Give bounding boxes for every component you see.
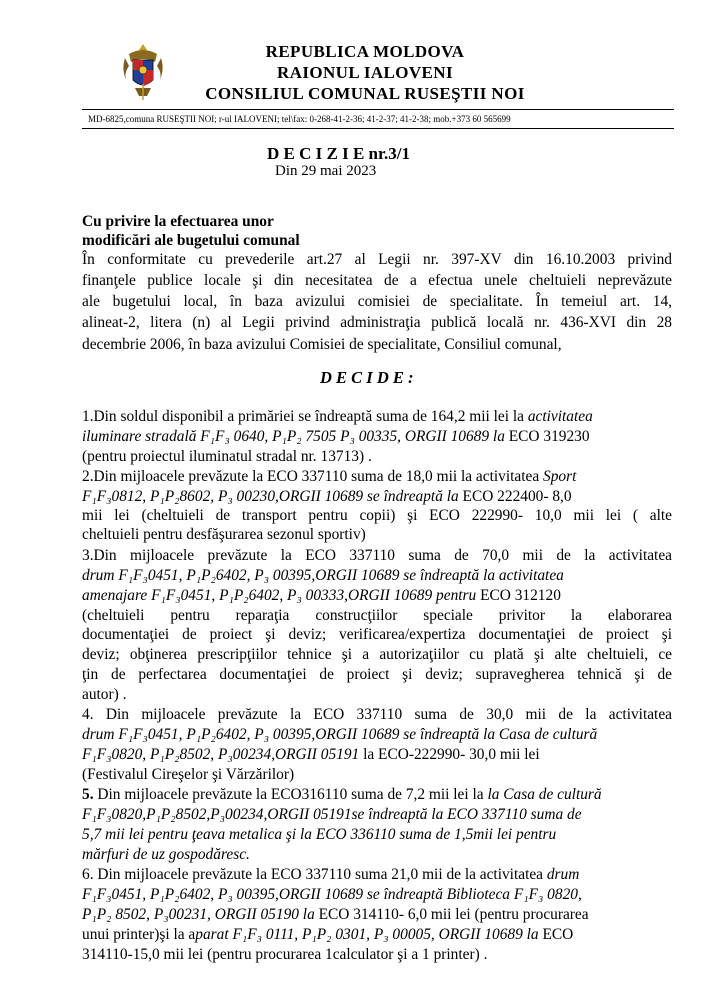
- item-line: (cheltuieli pentru reparaţia construcţiilor speciale privitor la elaborarea: [82, 607, 672, 624]
- decision-date: Din 29 mai 2023: [275, 163, 377, 179]
- header-divider-bottom: [82, 128, 674, 129]
- item-text-italic: P₁P₂ 8502, P₃00231, ORGII 05190 la: [82, 906, 315, 923]
- item-line: [82, 845, 250, 864]
- item-text-italic: Casa de cultură: [498, 726, 598, 743]
- item-line: (Festivalul Cireşelor şi Vărzărilor): [82, 766, 295, 783]
- preamble-line: ale bugetului local, în baza avizului comisiei de specialitate. În temeiul art. 14,: [82, 293, 672, 310]
- item-line: [82, 805, 582, 824]
- item-line: [82, 427, 590, 446]
- item-text-italic: F₁F₃0820,P₁P₂8502,P₃00234,ORGII 05191se îndreaptă la ECO 337110 suma de: [82, 806, 582, 823]
- header-council: CONSILIUL COMUNAL RUSEŞTII NOI: [205, 84, 525, 103]
- item-text-italic: 5,7 mii lei pentru ţeava metalica şi la ECO 336110 suma de 1,5mii lei pentru: [82, 826, 557, 843]
- item-text-italic: drum F₁F₃0451, P₁P₂6402, P₃ 00395,ORGII 10689 se îndreaptă la activitatea: [82, 567, 564, 584]
- item-text: la ECO-222990- 30,0 mii lei: [359, 746, 540, 763]
- preamble-line: finanţele publice locale şi din necesitatea de a efectua unele cheltuieli neprevăzute: [82, 272, 672, 289]
- item-line: [82, 885, 582, 904]
- item-line: cheltuieli pentru desfăşurarea sezonul sportiv): [82, 526, 366, 543]
- item-line: [82, 586, 561, 605]
- item-text-italic: drum F₁F₃0451, P₁P₂6402, P₃ 00395,ORGII 10689 se îndreaptă la: [82, 726, 499, 743]
- item-text: ECO 312120: [476, 587, 561, 604]
- item-text-italic: iluminare stradală F₁F₃ 0640, P₁P₂ 7505 P₃ 00335, ORGII 10689 la: [82, 428, 505, 445]
- preamble-line: decembrie 2006, în baza avizului Comisiei de specialitate, Consiliul comunal,: [82, 336, 562, 353]
- decide-heading: D E C I D E :: [320, 368, 414, 387]
- item-line: 3.Din mijloacele prevăzute la ECO 337110 suma de 70,0 mii de la activitatea: [82, 547, 672, 564]
- item-text-italic: F₁F₃0820, P₁P₂8502, P₃00234,ORGII 05191: [82, 746, 360, 763]
- item-line: mii lei (cheltuieli de transport pentru copii) şi ECO 222990- 10,0 mii lei ( alte: [82, 507, 672, 524]
- item-text-italic: amenajare F₁F₃0451, P₁P₂6402, P₃ 00333,ORGII 10689 pentru: [82, 587, 477, 604]
- subject-line-2: modificări ale bugetului comunal: [82, 232, 300, 249]
- item-line: [82, 467, 576, 486]
- item-line: [82, 487, 572, 506]
- item-line: [82, 566, 564, 585]
- item-text-italic: F₁F₃0451, P₁P₂6402, P₃ 00395,ORGII 10689 se îndreaptă Biblioteca F₁F₃ 0820,: [82, 886, 582, 903]
- header-divider-top: [82, 109, 674, 110]
- item-text-italic: F₁F₃0812, P₁P₂8602, P₃ 00230,ORGII 10689 se îndreaptă la: [82, 488, 459, 505]
- item-text: ECO 314110- 6,0 mii lei (pentru procurarea: [314, 906, 589, 923]
- item-line: [82, 725, 597, 744]
- item-text: ECO 222400- 8,0: [458, 488, 572, 505]
- item-text-italic: Sport: [543, 468, 577, 485]
- item-line: autor) .: [82, 686, 127, 703]
- header-country: REPUBLICA MOLDOVA: [265, 42, 465, 61]
- item-line: 4. Din mijloacele prevăzute la ECO 337110 suma de 30,0 mii de la activitatea: [82, 706, 672, 723]
- item-line: [82, 925, 573, 944]
- item-text: Din mijloacele prevăzute la ECO316110 suma de 7,2 mii lei la: [93, 786, 488, 803]
- preamble-line: alineat-2, litera (n) al Legii privind administraţia publică locală nr. 436-XVI din 28: [82, 314, 672, 331]
- item-text-italic: mărfuri de uz gospodăresc.: [82, 846, 250, 863]
- item-text: 6. Din mijloacele prevăzute la ECO 337110 suma 21,0 mii de la activitatea: [82, 866, 547, 883]
- item-text-italic: la Casa de cultură: [487, 786, 602, 803]
- coat-of-arms-icon: [119, 40, 167, 102]
- header-district: RAIONUL IALOVENI: [277, 63, 453, 82]
- item-line: [82, 785, 602, 804]
- item-line: ţin de perfectarea documentaţiei de proiect şi deviz; supravegherea tehnică şi de: [82, 666, 672, 683]
- item-line: 314110-15,0 mii lei (pentru procurarea 1calculator şi a 1 printer) .: [82, 946, 488, 963]
- decision-title: D E C I Z I E nr.3/1: [267, 144, 410, 163]
- item-text: ECO 319230: [504, 428, 590, 445]
- item-line: [82, 905, 589, 924]
- preamble-line: În conformitate cu prevederile art.27 al Legii nr. 397-XV din 16.10.2003 privind: [82, 251, 672, 268]
- item-line: (pentru proiectul iluminatul stradal nr. 13713) .: [82, 448, 372, 465]
- item-number: 5.: [82, 786, 94, 803]
- subject-line-1: Cu privire la efectuarea unor: [82, 213, 274, 230]
- item-line: [82, 865, 579, 884]
- item-text: 2.Din mijloacele prevăzute la ECO 337110 suma de 18,0 mii la activitatea: [82, 468, 544, 485]
- item-text: ECO: [538, 926, 574, 943]
- item-line: [82, 745, 540, 764]
- item-text-italic: activitatea: [527, 408, 593, 425]
- item-line: documentaţiei de proiect şi deviz; verificarea/expertiza documentaţiei de proiect şi: [82, 626, 672, 643]
- item-text: unui printer)şi la a: [82, 926, 196, 943]
- item-line: [82, 825, 556, 844]
- item-text: 1.Din soldul disponibil a primăriei se îndreaptă suma de 164,2 mii lei la: [82, 408, 528, 425]
- item-text-italic: parat F₁F₃ 0111, P₁P₂ 0301, P₃ 00005, ORGII 10689 la: [195, 926, 539, 943]
- item-text-italic: drum: [546, 866, 580, 883]
- item-line: [82, 407, 593, 426]
- header-contact: MD-6825,comuna RUSEŞTII NOI; r-ul IALOVENI; tel\fax: 0-268-41-2-36; 41-2-37; 41-2-38; mob.+373 60 565699: [88, 114, 511, 124]
- item-line: deviz; obţinerea prescripţiilor tehnice şi a autorizaţiilor cu plată şi alte cheltuieli, ce: [82, 646, 672, 663]
